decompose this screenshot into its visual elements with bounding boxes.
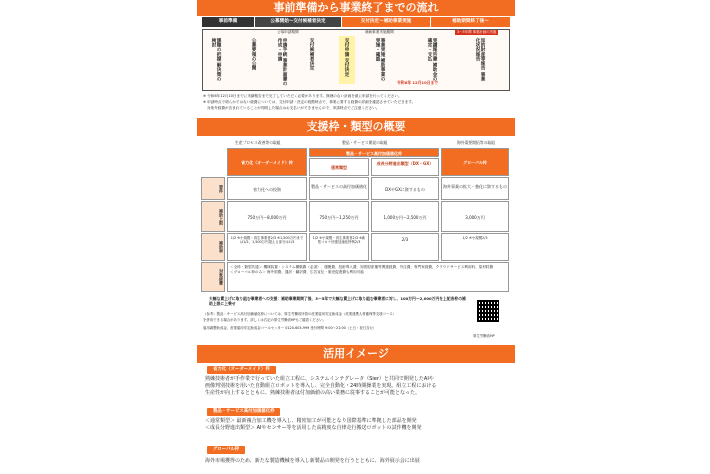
contact-1: （参考）製品・サービス高付加価値化枠については、厚生労働省所管の産業雇用安定助成金（産業連携人材確保等支援コース） xyxy=(203,312,397,316)
rate-normal: 1/2 ※小規模・再生事業者2/3 ※新型コロナ回復加速化特例2/3 xyxy=(309,233,369,261)
usage-tag-value: 製品・サービス高付加価値化枠 xyxy=(207,408,280,416)
qr-code-icon[interactable] xyxy=(477,300,499,322)
frame-labor-saving: 省力化（オーダーメイド）枠 xyxy=(227,148,307,176)
limit-growth: 1,000万円〜2,500万円 xyxy=(371,201,439,232)
subtype-growth: 成長分野進出類型（DX・GX） xyxy=(371,158,439,176)
usage-global-line-1: 海外市場獲得のため、新たな製造機械を導入し新製品の開発を行うとともに、海外展示会に出展 xyxy=(205,458,420,464)
note-1: ※ 令和6年12月10日までに実績報告まで完了していただく必要があります。無理のない計画を最に申請を行ってください。 xyxy=(203,94,402,98)
sub-header-application: 公募申請期間 xyxy=(277,30,299,34)
expenses-global: ＜グローバル枠のみ＞ 海外旅費、通訳・翻訳費、広告宣伝・販売促進費も利用可能 xyxy=(230,270,364,274)
rate-labor: 1/2 ※小規模・再生事業者2/3 ※1,500万円までは1/2、1,500万円超える部分は1/3 xyxy=(227,233,307,261)
expenses-cell xyxy=(227,262,509,292)
frame-value-added: 製品・サービス高付加価値化枠 xyxy=(309,148,439,157)
qr-label: 厚生労働省HP xyxy=(473,334,495,338)
flow-step-5: 交付申請 交付決定 xyxy=(344,38,349,77)
rate-growth: 2/3 xyxy=(371,233,439,261)
flow-step-2: 公募要領の公開 xyxy=(251,38,256,71)
sub-header-implementation: 補助事業実施期間 xyxy=(365,30,394,34)
row-requirement: 要件 xyxy=(201,177,225,200)
support-title: 支援枠・類型の概要 xyxy=(197,118,515,136)
after-note: 3〜5年間 事業計画の実施 xyxy=(457,30,497,34)
wage-note: 大幅な賃上げに取り組む事業者への支援：補助事業期間了後、3〜5年で大幅な賃上げに取り組む事業者に対し、100万円〜2,000万円を上記各枠の補助上限に上乗せ xyxy=(209,296,466,306)
group-process: 生産プロセス改善等の取組 xyxy=(235,140,281,145)
flow-step-6: 事業実施 補助事業の実施・確認 xyxy=(375,38,385,81)
flyer-page xyxy=(197,0,515,474)
note-3: 対象外経費が含まれていることが判明した場合はお支払いができませんので、申請時点でご注意ください。 xyxy=(207,106,380,110)
limit-global: 3,000万円 xyxy=(441,201,509,232)
req-growth: DXやGXに資するもの xyxy=(371,177,439,200)
row-expenses: 対象経費 xyxy=(201,262,225,292)
group-product: 製品・サービス開発の取組 xyxy=(342,140,388,145)
limit-normal: 750万円〜1,250万円 xyxy=(309,201,369,232)
rate-global: 1/2 ※小規模2/3 xyxy=(441,233,509,261)
flow-step-1: 課題の把握 解決策の検討 xyxy=(211,38,221,81)
usage-tag-labor: 省力化（オーダーメイド）枠 xyxy=(207,366,276,374)
contact-2: を併用できる場合があります。詳しくは右記の厚生労働省HPもご確認ください。 xyxy=(203,318,326,322)
phase-after: 補助期間終了後〜 xyxy=(431,17,510,27)
deadline-label: 令和6年 12月10日まで xyxy=(397,80,439,85)
req-global: 海外事業の拡大・強化に資するもの xyxy=(441,177,509,200)
usage-labor-line-3: 生産性が向上するとともに、熟練技術者は付加価値の高い業務に従事することが可能となった。 xyxy=(205,390,421,396)
usage-labor-line-2: 画像判別技術を用いた自動組立ロボットを導入し、完全自動化・24時間操業を実現。組立工程における xyxy=(205,383,437,389)
usage-labor-line-1: 熟練技術者が手作業で行っていた組立工程に、システムインテグレータ（Sier）と共同で開発したAIや xyxy=(205,376,434,382)
req-labor: 省力化への投資 xyxy=(227,177,307,200)
usage-tag-global: グローバル枠 xyxy=(207,446,245,454)
phase-application: 公募開始〜交付候補者決定 xyxy=(255,17,341,27)
req-normal: 製品・サービスの高付加価値化 xyxy=(309,177,369,200)
flow-step-3: 申請手続 事業計画書の作成・申請 xyxy=(277,38,287,86)
usage-value-line-1: ＜通常類型＞ 最新複合加工機を導入し、精密加工が可能となり国際基準に準拠した部品を開発 xyxy=(205,418,417,424)
phase-implementation: 交付決定〜補助事業実施 xyxy=(342,17,430,27)
note-2: ※ 申請時点で明らかではない経費については、交付申請・決定の段階時点で、事業に要する経費の詳細を確認させていただきます。 xyxy=(203,100,416,104)
phase-prep: 事前準備 xyxy=(202,17,254,27)
flow-step-4: 交付候補者決定 xyxy=(309,38,314,71)
expenses-common: ＜全枠・類型共通＞ 機械装置・システム構築費（必須）、運搬費、技術導入費、知的財産権等関連経費、外注費、専門家経費、クラウドサービス利用料、原材料費 xyxy=(230,265,494,269)
usage-title: 活用イメージ xyxy=(197,345,515,363)
contact-3: 雇用調整助成金、産業雇用安定助成金コールセンター 0120-603-999 受付時間 9:00〜21:00（土日・祝日含む） xyxy=(203,326,377,330)
row-rate: 補助率 xyxy=(201,233,225,261)
row-limit: 補助上限 xyxy=(201,201,225,232)
flow-step-7: 実績報告書 補助金の確定・支払 xyxy=(427,38,437,81)
flow-title: 事前準備から事業終了までの流れ xyxy=(197,0,515,16)
flow-step-8: 知的財産等報告 事業化状況報告 xyxy=(475,38,485,81)
subtype-normal: 通常類型 xyxy=(309,158,369,176)
flow-area xyxy=(202,29,510,91)
usage-value-line-2: ＜成長分野進出類型＞ AIやセンサー等を活用した高精度な自律走行搬送ロボットの試作機を開発 xyxy=(205,425,422,431)
frame-global: グローバル枠 xyxy=(441,148,509,176)
group-global: 海外需要開拓等の取組 xyxy=(457,140,495,145)
limit-labor: 750万円〜8,000万円 xyxy=(227,201,307,232)
